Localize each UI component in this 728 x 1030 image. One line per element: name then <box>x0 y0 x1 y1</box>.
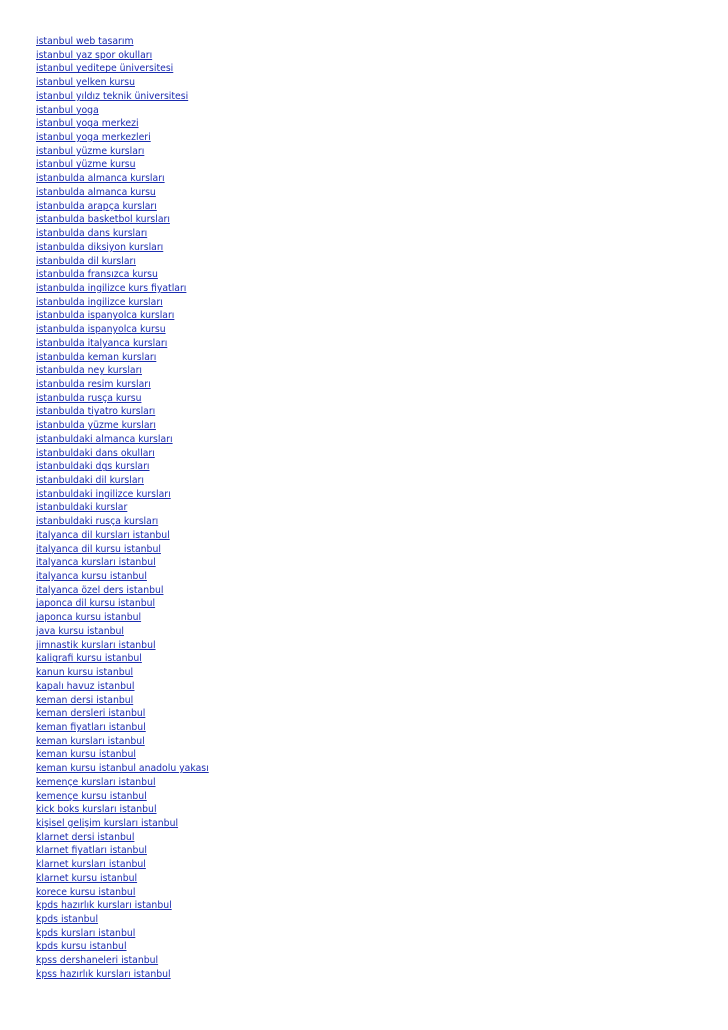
list-item <box>36 965 209 979</box>
keyword-link[interactable]: keman kursları istanbul <box>36 735 145 747</box>
keyword-link[interactable]: istanbulda yüzme kursları <box>36 420 156 432</box>
keyword-link[interactable]: kişisel gelişim kursları istanbul <box>36 817 179 829</box>
list-item <box>36 155 209 169</box>
list-item <box>36 320 209 334</box>
list-item <box>36 361 209 375</box>
list-item <box>36 800 209 814</box>
keyword-link[interactable]: keman dersi istanbul <box>36 694 134 706</box>
list-item <box>36 663 209 677</box>
keyword-link[interactable]: istanbul web tasarım <box>36 36 134 47</box>
keyword-link[interactable]: kemençe kursları istanbul <box>36 776 156 788</box>
keyword-link[interactable]: italyanca dil kursu istanbul <box>36 543 161 555</box>
list-item <box>36 553 209 567</box>
keyword-link[interactable]: istanbuldaki almanca kursları <box>36 433 173 445</box>
list-item <box>36 73 209 87</box>
list-item <box>36 649 209 663</box>
keyword-link[interactable]: italyanca kursları istanbul <box>36 557 156 569</box>
list-item <box>36 32 209 46</box>
keyword-link[interactable]: istanbulda basketbol kursları <box>36 214 170 226</box>
keyword-link[interactable]: kpss hazırlık kursları istanbul <box>36 968 171 980</box>
keyword-link[interactable]: klarnet kursları istanbul <box>36 859 146 871</box>
list-item <box>36 471 209 485</box>
keyword-link[interactable]: istanbulda dans kursları <box>36 228 148 240</box>
keyword-link[interactable]: jimnastik kursları istanbul <box>36 639 156 651</box>
list-item <box>36 348 209 362</box>
keyword-link[interactable]: keman kursu istanbul anadolu yakası <box>36 763 209 775</box>
keyword-link[interactable]: japonca kursu istanbul <box>36 612 142 624</box>
keyword-link[interactable]: keman fiyatları istanbul <box>36 721 146 733</box>
list-item <box>36 745 209 759</box>
keyword-link[interactable]: korece kursu istanbul <box>36 886 136 898</box>
keyword-link[interactable]: istanbulda arapça kursları <box>36 200 157 212</box>
list-item <box>36 114 209 128</box>
list-item <box>36 883 209 897</box>
list-item <box>36 238 209 252</box>
list-item <box>36 169 209 183</box>
list-item <box>36 828 209 842</box>
keyword-link[interactable]: istanbulda dil kursları <box>36 255 136 267</box>
list-item <box>36 773 209 787</box>
list-item <box>36 210 209 224</box>
keyword-link[interactable]: kpds istanbul <box>36 914 99 925</box>
list-item <box>36 787 209 801</box>
keyword-link[interactable]: istanbul yelken kursu <box>36 77 135 89</box>
keyword-link[interactable]: istanbulda tiyatro kursları <box>36 406 156 418</box>
keyword-link[interactable]: klarnet dersi istanbul <box>36 831 135 843</box>
keyword-link[interactable]: japonca dil kursu istanbul <box>36 598 156 610</box>
list-item <box>36 334 209 348</box>
keyword-link[interactable]: istanbul yoga merkezleri <box>36 132 151 144</box>
keyword-link[interactable]: klarnet kursu istanbul <box>36 872 138 884</box>
list-item <box>36 567 209 581</box>
list-item <box>36 306 209 320</box>
list-item <box>36 402 209 416</box>
keyword-link[interactable]: kapalı havuz istanbul <box>36 680 135 692</box>
list-item <box>36 581 209 595</box>
keyword-link[interactable]: istanbul yüzme kursları <box>36 145 145 157</box>
keyword-link[interactable]: istanbulda ingilizce kursları <box>36 296 163 308</box>
keyword-link[interactable]: istanbuldaki dil kursları <box>36 475 144 486</box>
list-item <box>36 416 209 430</box>
list-item <box>36 389 209 403</box>
list-item <box>36 444 209 458</box>
list-item <box>36 498 209 512</box>
list-item <box>36 910 209 924</box>
keyword-link[interactable]: istanbulda almanca kursu <box>36 186 156 198</box>
list-item <box>36 855 209 869</box>
keyword-link[interactable]: istanbuldaki dans okulları <box>36 447 155 459</box>
keyword-link[interactable]: italyanca kursu istanbul <box>36 571 147 583</box>
list-item <box>36 252 209 266</box>
keyword-link[interactable]: istanbulda ney kursları <box>36 365 143 377</box>
list-item <box>36 759 209 773</box>
list-item <box>36 46 209 60</box>
list-item <box>36 101 209 115</box>
keyword-link[interactable]: kick boks kursları istanbul <box>36 804 157 816</box>
keyword-link[interactable]: kanun kursu istanbul <box>36 667 134 679</box>
list-item <box>36 951 209 965</box>
list-item <box>36 896 209 910</box>
keyword-link[interactable]: istanbulda fransızca kursu <box>36 269 158 281</box>
list-item <box>36 87 209 101</box>
keyword-link[interactable]: kemençe kursu istanbul <box>36 790 147 802</box>
keyword-link[interactable]: istanbuldaki dgs kursları <box>36 461 150 473</box>
list-item <box>36 457 209 471</box>
list-item <box>36 924 209 938</box>
keyword-link[interactable]: istanbul yoga merkezi <box>36 118 139 130</box>
list-item <box>36 718 209 732</box>
keyword-link[interactable]: istanbulda ispanyolca kursları <box>36 310 175 322</box>
list-item <box>36 197 209 211</box>
keyword-link[interactable]: klarnet fiyatları istanbul <box>36 845 147 857</box>
list-item <box>36 526 209 540</box>
list-item <box>36 183 209 197</box>
keyword-link[interactable]: istanbulda ispanyolca kursu <box>36 324 166 336</box>
link-list <box>36 32 209 979</box>
list-item <box>36 540 209 554</box>
list-item <box>36 512 209 526</box>
keyword-link[interactable]: istanbul yıldız teknik üniversitesi <box>36 90 189 102</box>
keyword-link[interactable]: istanbul yaz spor okulları <box>36 49 153 61</box>
list-item <box>36 59 209 73</box>
keyword-link[interactable]: kpds hazırlık kursları istanbul <box>36 900 172 912</box>
keyword-link[interactable]: kpss dershaneleri istanbul <box>36 955 159 967</box>
keyword-link[interactable]: istanbulda italyanca kursları <box>36 337 168 349</box>
keyword-link[interactable]: kpds kursu istanbul <box>36 941 127 953</box>
list-item <box>36 814 209 828</box>
list-item <box>36 677 209 691</box>
list-item <box>36 608 209 622</box>
list-item <box>36 636 209 650</box>
keyword-link[interactable]: istanbul yoga <box>36 104 99 116</box>
list-item <box>36 732 209 746</box>
list-item <box>36 622 209 636</box>
keyword-link[interactable]: istanbulda almanca kursları <box>36 173 165 185</box>
keyword-link[interactable]: kaligrafi kursu istanbul <box>36 653 142 665</box>
list-item <box>36 142 209 156</box>
keyword-link[interactable]: italyanca özel ders istanbul <box>36 584 164 596</box>
list-item <box>36 293 209 307</box>
list-item <box>36 841 209 855</box>
keyword-link[interactable]: kpds kursları istanbul <box>36 927 136 939</box>
list-item <box>36 485 209 499</box>
keyword-link[interactable]: keman kursu istanbul <box>36 749 136 761</box>
keyword-link[interactable]: istanbul yüzme kursu <box>36 159 136 171</box>
list-item <box>36 224 209 238</box>
keyword-link[interactable]: istanbuldaki ingilizce kursları <box>36 488 171 500</box>
list-item <box>36 869 209 883</box>
keyword-link[interactable]: istanbulda rusça kursu <box>36 392 142 404</box>
list-item <box>36 937 209 951</box>
keyword-link[interactable]: java kursu istanbul <box>36 625 124 637</box>
list-item <box>36 375 209 389</box>
keyword-link[interactable]: istanbuldaki kurslar <box>36 502 128 514</box>
keyword-link[interactable]: istanbulda ingilizce kurs fiyatları <box>36 282 187 294</box>
list-item <box>36 265 209 279</box>
keyword-link[interactable]: istanbuldaki rusça kursları <box>36 516 159 528</box>
list-item <box>36 594 209 608</box>
keyword-link[interactable]: istanbulda diksiyon kursları <box>36 241 164 253</box>
list-item <box>36 279 209 293</box>
keyword-link[interactable]: istanbulda keman kursları <box>36 351 157 363</box>
list-item <box>36 704 209 718</box>
keyword-link[interactable]: italyanca dil kursları istanbul <box>36 529 170 541</box>
list-item <box>36 691 209 705</box>
keyword-link[interactable]: keman dersleri istanbul <box>36 708 146 720</box>
keyword-link[interactable]: istanbulda resim kursları <box>36 378 151 390</box>
list-item <box>36 430 209 444</box>
list-item <box>36 128 209 142</box>
keyword-link[interactable]: istanbul yeditepe üniversitesi <box>36 63 174 75</box>
